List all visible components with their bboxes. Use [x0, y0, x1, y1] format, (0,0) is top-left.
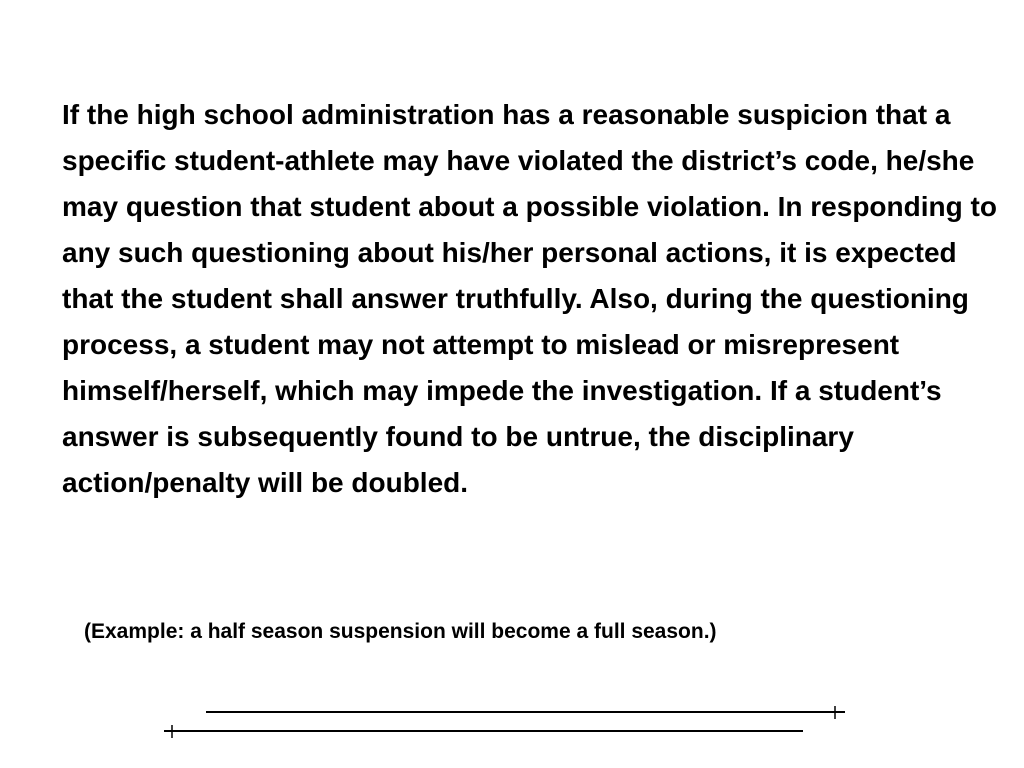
- example-note: (Example: a half season suspension will become a full season.): [84, 620, 717, 643]
- policy-paragraph: If the high school administration has a reasonable suspicion that a specific student-athlete may have violated the district’s code, he/she may question that student about a possible violation. In responding to any such questioning about his/her personal actions, it is expected that the student shall answer truthfully. Also, during the questioning process, a student may not attempt to mislead or misrepresent himself/herself, which may impede the investigation. If a student’s answer is subsequently found to be untrue, the disciplinary action/penalty will be doubled.: [62, 99, 997, 498]
